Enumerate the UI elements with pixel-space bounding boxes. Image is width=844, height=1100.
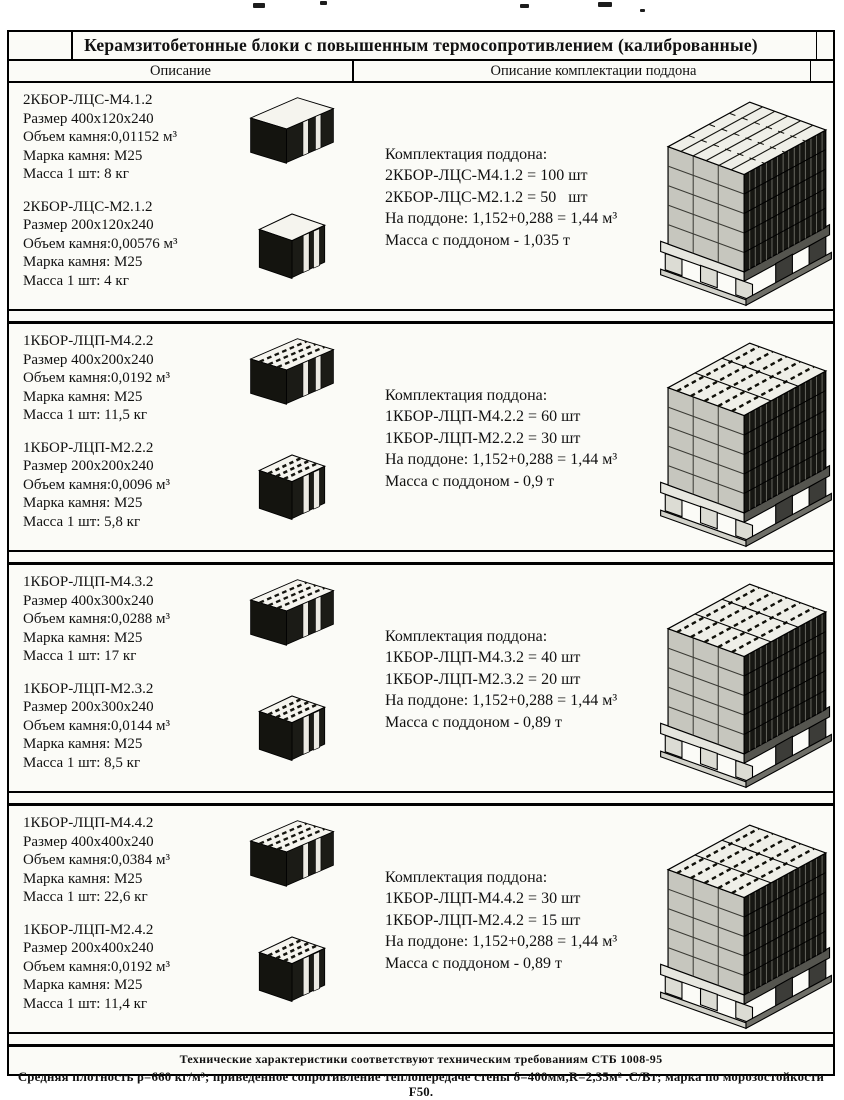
pallet-config-line: На поддоне: 1,152+0,288 = 1,44 м³: [385, 451, 618, 469]
block-mass: Масса 1 шт: 11,5 кг: [23, 407, 148, 423]
pallet-config-line: 1КБОР-ЛЦП-М2.4.2 = 15 шт: [385, 911, 581, 929]
pallet-config-line: Масса с поддоном - 0,89 т: [385, 713, 563, 731]
pallet-config-line: Масса с поддоном - 0,9 т: [385, 472, 555, 490]
block-spec-text: [23, 680, 241, 773]
block-entry: [23, 573, 361, 666]
pallet-config-line: Масса с поддоном - 0,89 т: [385, 954, 563, 972]
block-grade: Марка камня: М25: [23, 736, 143, 752]
block-volume: Объем камня:0,0192 м³: [23, 370, 171, 386]
block-grade: Марка камня: М25: [23, 388, 143, 405]
pallet-config-title: Комплектация поддона:: [385, 627, 548, 645]
scan-speck: [253, 3, 265, 8]
block-3d-image: [241, 816, 343, 891]
pallet-config-text: [361, 385, 653, 493]
block-mass: Масса 1 шт: 17 кг: [23, 648, 137, 664]
pallet-config-line: 2КБОР-ЛЦС-М4.1.2 = 100 шт: [385, 167, 588, 185]
pallet-config-line: 1КБОР-ЛЦП-М4.4.2 = 30 шт: [385, 890, 581, 908]
block-3d-image: [241, 93, 343, 168]
block-volume: Объем камня:0,0144 м³: [23, 717, 171, 734]
pallet-config-line: 1КБОР-ЛЦП-М2.2.2 = 30 шт: [385, 429, 581, 447]
block-mass: Масса 1 шт: 4 кг: [23, 272, 129, 289]
block-grade: Марка камня: М25: [23, 629, 143, 646]
block-volume: Объем камня:0,01152 м³: [23, 129, 177, 145]
block-mass: Масса 1 шт: 8 кг: [23, 166, 129, 182]
pallet-config-line: На поддоне: 1,152+0,288 = 1,44 м³: [385, 933, 618, 951]
block-3d-image: [241, 682, 335, 765]
block-3d-image: [241, 441, 335, 524]
scan-speck: [320, 1, 327, 5]
block-size: Размер 400х200х240: [23, 351, 154, 368]
pallet-config-text: [361, 867, 653, 975]
pallet-config-line: 1КБОР-ЛЦП-М4.3.2 = 40 шт: [385, 649, 581, 667]
block-3d-image: [241, 334, 343, 409]
block-size: Размер 200х120х240: [23, 217, 154, 233]
block-volume: Объем камня:0,0288 м³: [23, 611, 171, 627]
row-separator: [9, 1032, 833, 1047]
block-mass: Масса 1 шт: 22,6 кг: [23, 889, 148, 905]
description-column: [9, 814, 361, 1033]
block-grade: Марка камня: М25: [23, 870, 143, 887]
block-entry: [23, 439, 361, 532]
block-spec-text: [23, 921, 241, 1014]
block-name: 1КБОР-ЛЦП-М2.3.2: [23, 680, 154, 697]
block-volume: Объем камня:0,00576 м³: [23, 235, 178, 252]
block-grade: Марка камня: М25: [23, 147, 143, 164]
block-name: 1КБОР-ЛЦП-М2.2.2: [23, 439, 154, 456]
block-entry: [23, 91, 361, 184]
block-spec-text: [23, 198, 241, 291]
pallet-3d-image: [653, 573, 839, 792]
page-title-text: Керамзитобетонные блоки с повышенным термосопротивлением (калиброванные): [84, 35, 758, 55]
block-volume: Объем камня:0,0096 м³: [23, 476, 171, 493]
block-entry: [23, 198, 361, 291]
pallet-config-title: Комплектация поддона:: [385, 868, 548, 886]
block-spec-text: [23, 573, 241, 666]
pallet-config-line: 1КБОР-ЛЦП-М4.2.2 = 60 шт: [385, 408, 581, 426]
block-name: 1КБОР-ЛЦП-М4.4.2: [23, 815, 154, 831]
header-description: Описание: [9, 61, 354, 81]
block-name: 1КБОР-ЛЦП-М2.4.2: [23, 921, 154, 938]
pallet-3d-image: [653, 332, 839, 551]
table-header: [9, 61, 833, 83]
block-size: Размер 400х400х240: [23, 833, 154, 850]
block-size: Размер 200х200х240: [23, 458, 154, 474]
block-entry: [23, 814, 361, 907]
product-row-1: [9, 83, 833, 309]
product-row-4: [9, 806, 833, 1032]
block-3d-image: [241, 923, 335, 1006]
block-mass: Масса 1 шт: 5,8 кг: [23, 513, 141, 530]
pallet-config-line: На поддоне: 1,152+0,288 = 1,44 м³: [385, 210, 618, 228]
description-column: [9, 332, 361, 551]
block-size: Размер 200х400х240: [23, 940, 154, 956]
block-grade: Марка камня: М25: [23, 495, 143, 511]
footer-standard-line: Технические характеристики соответствуют техническим требованиям СТБ 1008-95: [179, 1052, 663, 1066]
block-grade: Марка камня: М25: [23, 977, 143, 993]
header-pallet-description: Описание комплектации поддона: [490, 62, 697, 79]
block-name: 1КБОР-ЛЦП-М4.3.2: [23, 574, 154, 590]
block-spec-text: [23, 439, 241, 532]
product-row-2: [9, 324, 833, 550]
block-spec-text: [23, 814, 241, 907]
block-name: 2КБОР-ЛЦС-М4.1.2: [23, 92, 153, 108]
block-mass: Масса 1 шт: 8,5 кг: [23, 754, 141, 771]
block-size: Размер 400х120х240: [23, 110, 154, 127]
pallet-3d-image: [653, 814, 839, 1033]
technical-footer: [9, 1047, 833, 1099]
block-3d-image: [241, 200, 335, 283]
block-volume: Объем камня:0,0384 м³: [23, 852, 171, 868]
pallet-config-line: 2КБОР-ЛЦС-М2.1.2 = 50 шт: [385, 188, 588, 206]
footer-properties-line: Средняя плотность ρ=660 кг/м³; приведенное сопротивление теплопередаче стены δ=400мм,R=2,35м² .С/Вт; марка по морозостойкости F50.: [17, 1070, 825, 1099]
block-volume: Объем камня:0,0192 м³: [23, 958, 171, 975]
block-spec-text: [23, 91, 241, 184]
block-entry: [23, 332, 361, 425]
pallet-config-title: Комплектация поддона:: [385, 386, 548, 404]
scan-speck: [640, 9, 645, 12]
block-name: 2КБОР-ЛЦС-М2.1.2: [23, 198, 153, 215]
row-separator: [9, 791, 833, 806]
scan-speck: [520, 4, 529, 8]
pallet-config-title: Комплектация поддона:: [385, 145, 548, 163]
spec-sheet: [7, 30, 835, 1099]
block-size: Размер 200х300х240: [23, 699, 154, 715]
block-spec-text: [23, 332, 241, 425]
row-separator: [9, 550, 833, 565]
page-title: [9, 32, 833, 61]
pallet-3d-image: [653, 91, 839, 310]
block-size: Размер 400х300х240: [23, 592, 154, 609]
pallet-config-text: [361, 626, 653, 734]
scan-speck: [598, 2, 612, 7]
pallet-config-line: Масса с поддоном - 1,035 т: [385, 231, 571, 249]
block-3d-image: [241, 575, 343, 650]
pallet-config-text: [361, 144, 653, 252]
block-grade: Марка камня: М25: [23, 254, 143, 270]
pallet-config-line: 1КБОР-ЛЦП-М2.3.2 = 20 шт: [385, 670, 581, 688]
description-column: [9, 573, 361, 792]
row-separator: [9, 309, 833, 324]
block-name: 1КБОР-ЛЦП-М4.2.2: [23, 333, 154, 349]
description-column: [9, 91, 361, 310]
pallet-config-line: На поддоне: 1,152+0,288 = 1,44 м³: [385, 692, 618, 710]
block-entry: [23, 680, 361, 773]
product-row-3: [9, 565, 833, 791]
block-entry: [23, 921, 361, 1014]
block-mass: Масса 1 шт: 11,4 кг: [23, 995, 148, 1012]
